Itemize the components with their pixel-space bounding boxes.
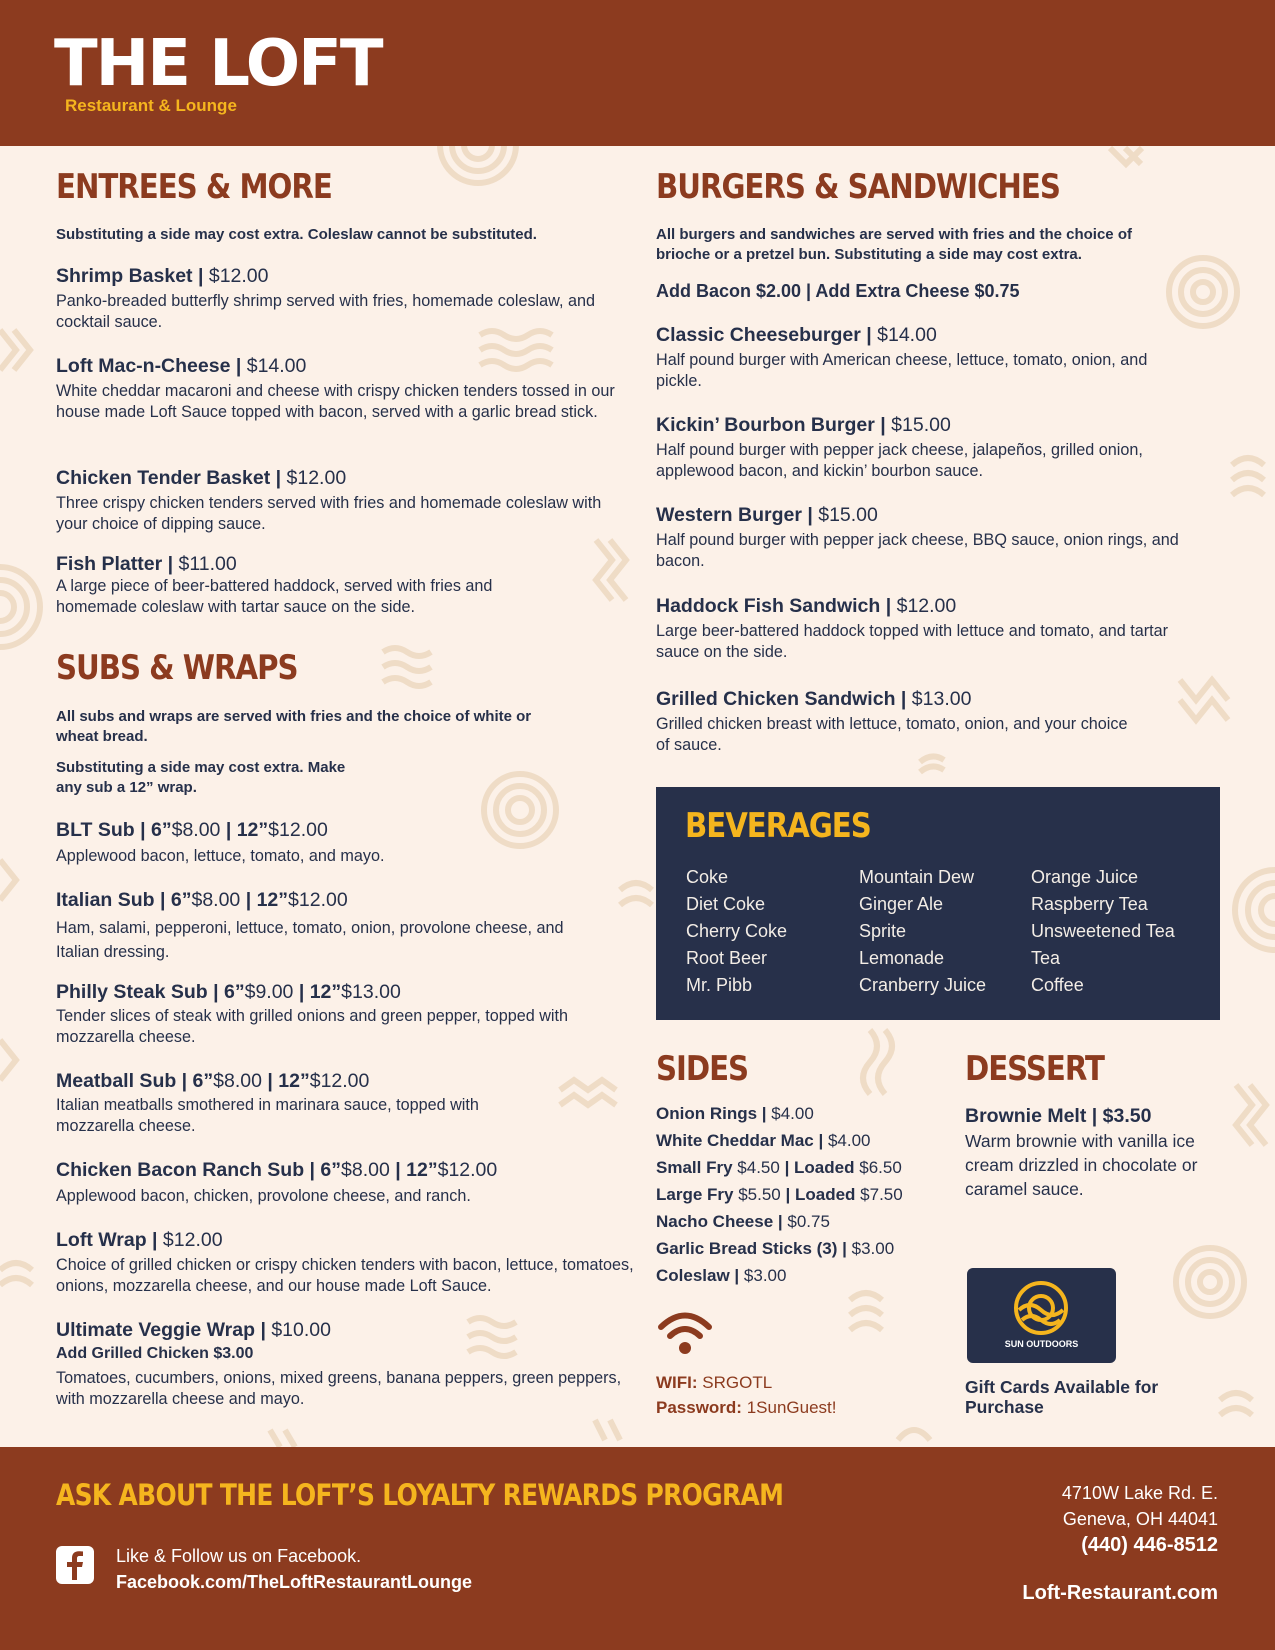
address-line-1: 4710W Lake Rd. E. — [1061, 1483, 1218, 1503]
sun-outdoors-logo — [1013, 1280, 1069, 1336]
burgers-addons: Add Bacon $2.00 | Add Extra Cheese $0.75 — [656, 281, 1020, 301]
burgers-note: All burgers and sandwiches are served with fries and the choice of brioche or a pretzel bun. Substituting a side may cost extra. — [656, 226, 1132, 263]
phone-number[interactable]: (440) 446-8512 — [1081, 1534, 1218, 1556]
facebook-info — [116, 1543, 472, 1595]
item-description: Applewood bacon, lettuce, tomato, and mayo. — [56, 847, 385, 865]
restaurant-name: THE LOFT — [54, 27, 382, 101]
item-name: Philly Steak Sub | 6”$9.00 | 12”$13.00 — [56, 981, 401, 1003]
item-description: Grilled chicken breast with lettuce, tomato, onion, and your choice of sauce. — [656, 715, 1128, 754]
restaurant-subtitle: Restaurant & Lounge — [65, 96, 237, 115]
beverages-heading: BEVERAGES — [685, 806, 871, 846]
wifi-icon — [656, 1310, 714, 1356]
item-description: Panko-breaded butterfly shrimp served with fries, homemade coleslaw, and cocktail sauce. — [56, 292, 595, 331]
side-item: Large Fry $5.50 | Loaded $7.50 — [656, 1185, 903, 1204]
item-name: Loft Wrap | $12.00 — [56, 1229, 223, 1251]
side-item: White Cheddar Mac | $4.00 — [656, 1131, 871, 1150]
address-block — [1062, 1480, 1218, 1558]
menu-item-grilled-chicken-sandwich — [656, 687, 1136, 756]
beverage-item: Mountain Dew — [859, 867, 975, 887]
menu-item-classic-cheeseburger — [656, 323, 1176, 392]
side-item: Small Fry $4.50 | Loaded $6.50 — [656, 1158, 902, 1177]
beverages-column-3 — [1031, 864, 1175, 999]
item-name: Fish Platter | $11.00 — [56, 553, 237, 575]
beverage-item: Mr. Pibb — [686, 975, 753, 995]
item-description: Half pound burger with pepper jack cheese, BBQ sauce, onion rings, and bacon. — [656, 531, 1179, 570]
menu-item-ultimate-veggie-wrap — [56, 1318, 636, 1410]
beverage-item: Ginger Ale — [859, 894, 944, 914]
gift-card-image — [967, 1268, 1116, 1363]
side-item: Coleslaw | $3.00 — [656, 1266, 787, 1285]
gift-card-logo-text: SUN OUTDOORS — [1004, 1339, 1079, 1349]
menu-item-philly-steak-sub — [56, 980, 621, 1048]
burgers-heading: BURGERS & SANDWICHES — [656, 167, 1060, 207]
item-description: Tender slices of steak with grilled onions and green pepper, topped with mozzarella cheese. — [56, 1007, 569, 1046]
item-name: Classic Cheeseburger | $14.00 — [656, 324, 937, 346]
sides-list — [656, 1100, 903, 1289]
beverage-item: Tea — [1031, 948, 1061, 968]
beverage-item: Coke — [686, 867, 729, 887]
item-name: Meatball Sub | 6”$8.00 | 12”$12.00 — [56, 1070, 370, 1092]
dessert-heading: DESSERT — [965, 1049, 1104, 1089]
item-name: Ultimate Veggie Wrap | $10.00 — [56, 1319, 331, 1341]
entrees-note: Substituting a side may cost extra. Coleslaw cannot be substituted. — [56, 226, 537, 243]
wifi-info: WIFI: SRGOTL Password: 1SunGuest! — [656, 1373, 837, 1417]
beverage-item: Cherry Coke — [686, 921, 788, 941]
beverage-item: Lemonade — [859, 948, 945, 968]
menu-item-meatball-sub — [56, 1069, 556, 1137]
beverage-item: Coffee — [1031, 975, 1084, 995]
item-name: Chicken Bacon Ranch Sub | 6”$8.00 | 12”$12.00 — [56, 1159, 498, 1181]
facebook-follow-text: Like & Follow us on Facebook. — [116, 1546, 362, 1566]
item-description: Large beer-battered haddock topped with lettuce and tomato, and tartar sauce on the side. — [656, 622, 1169, 661]
wifi-network: SRGOTL — [702, 1373, 773, 1392]
subs-note: All subs and wraps are served with fries and the choice of white or wheat bread. — [56, 708, 532, 745]
loyalty-banner: ASK ABOUT THE LOFT’S LOYALTY REWARDS PROGRAM — [56, 1478, 784, 1512]
wifi-password: 1SunGuest! — [746, 1398, 837, 1417]
item-name: Kickin’ Bourbon Burger | $15.00 — [656, 414, 951, 436]
sides-heading: SIDES — [656, 1049, 749, 1089]
menu-item-loft-wrap — [56, 1228, 636, 1297]
beverage-item: Diet Coke — [686, 894, 766, 914]
item-name: Western Burger | $15.00 — [656, 504, 878, 526]
menu-item-shrimp-basket — [56, 264, 621, 333]
item-name: Loft Mac-n-Cheese | $14.00 — [56, 355, 307, 377]
beverage-item: Cranberry Juice — [859, 975, 987, 995]
side-item: Garlic Bread Sticks (3) | $3.00 — [656, 1239, 895, 1258]
gift-card-caption: Gift Cards Available for Purchase — [965, 1377, 1159, 1417]
facebook-link[interactable]: Facebook.com/TheLoftRestaurantLounge — [116, 1572, 473, 1592]
menu-item-blt-sub — [56, 818, 621, 867]
item-name: Grilled Chicken Sandwich | $13.00 — [656, 688, 972, 710]
subs-heading: SUBS & WRAPS — [56, 648, 298, 688]
item-description: Applewood bacon, chicken, provolone cheese, and ranch. — [56, 1187, 471, 1205]
item-name: BLT Sub | 6”$8.00 | 12”$12.00 — [56, 819, 328, 841]
item-name: Brownie Melt | $3.50 — [965, 1105, 1152, 1127]
menu-item-haddock-fish-sandwich — [656, 594, 1196, 663]
item-description: Ham, salami, pepperoni, lettuce, tomato, onion, provolone cheese, and Italian dressing. — [56, 919, 564, 961]
menu-item-chicken-bacon-ranch-sub — [56, 1158, 636, 1207]
entrees-heading: ENTREES & MORE — [56, 167, 332, 207]
subs-note-2: Substituting a side may cost extra. Make any sub a 12” wrap. — [56, 759, 346, 796]
beverage-item: Orange Juice — [1031, 867, 1139, 887]
item-description: Half pound burger with pepper jack cheese, jalapeños, grilled onion, applewood bacon, and kickin’ bourbon sauce. — [656, 441, 1143, 480]
menu-item-western-burger — [656, 503, 1196, 572]
menu-item-chicken-tender-basket — [56, 466, 621, 535]
beverage-item: Unsweetened Tea — [1031, 921, 1175, 941]
item-addon: Add Grilled Chicken $3.00 — [56, 1345, 254, 1362]
item-name: Chicken Tender Basket | $12.00 — [56, 467, 347, 489]
menu-item-italian-sub — [56, 888, 576, 964]
beverage-item: Sprite — [859, 921, 907, 941]
beverages-column-2 — [859, 864, 986, 999]
item-description: Choice of grilled chicken or crispy chicken tenders with bacon, lettuce, tomatoes, onions, mozzarella cheese, and our house made Loft Sauce. — [56, 1256, 634, 1295]
item-description: Warm brownie with vanilla ice cream drizzled in chocolate or caramel sauce. — [965, 1131, 1198, 1199]
item-name: Italian Sub | 6”$8.00 | 12”$12.00 — [56, 889, 348, 911]
menu-item-brownie-melt — [965, 1104, 1235, 1201]
item-description: Half pound burger with American cheese, lettuce, tomato, onion, and pickle. — [656, 351, 1148, 390]
beverage-item: Root Beer — [686, 948, 768, 968]
menu-item-loft-mac-n-cheese — [56, 354, 628, 423]
beverages-column-1 — [686, 864, 787, 999]
website-link[interactable]: Loft-Restaurant.com — [1022, 1582, 1218, 1604]
item-description: Tomatoes, cucumbers, onions, mixed greens, banana peppers, green peppers, with mozzarella cheese and mayo. — [56, 1369, 622, 1408]
item-name: Haddock Fish Sandwich | $12.00 — [656, 595, 957, 617]
address-line-2: Geneva, OH 44041 — [1062, 1509, 1218, 1529]
side-item: Nacho Cheese | $0.75 — [656, 1212, 830, 1231]
facebook-icon[interactable] — [56, 1546, 94, 1584]
item-description: A large piece of beer-battered haddock, served with fries and homemade coleslaw with tartar sauce on the side. — [56, 577, 493, 616]
side-item: Onion Rings | $4.00 — [656, 1104, 814, 1123]
menu-item-kickin-bourbon-burger — [656, 413, 1196, 482]
menu-item-fish-platter — [56, 552, 556, 618]
item-name: Shrimp Basket | $12.00 — [56, 265, 269, 287]
beverage-item: Raspberry Tea — [1031, 894, 1148, 914]
item-description: Three crispy chicken tenders served with fries and homemade coleslaw with your choice of dipping sauce. — [56, 494, 602, 533]
item-description: Italian meatballs smothered in marinara sauce, topped with mozzarella cheese. — [56, 1096, 479, 1135]
item-description: White cheddar macaroni and cheese with crispy chicken tenders tossed in our house made Loft Sauce topped with bacon, served with a garlic bread stick. — [56, 382, 615, 421]
